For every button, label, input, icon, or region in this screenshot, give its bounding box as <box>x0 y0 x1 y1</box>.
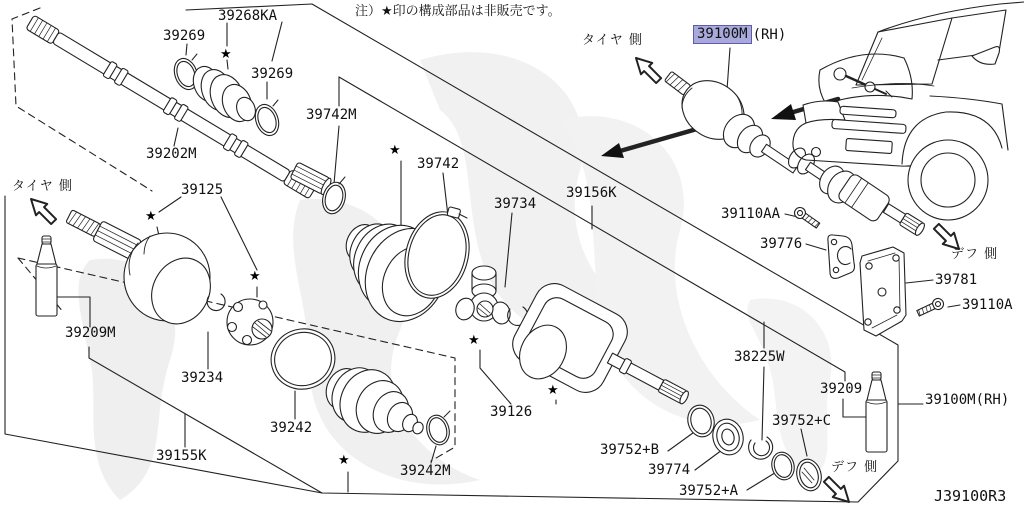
part-label-39781[interactable]: 39781 <box>935 272 978 288</box>
not-for-sale-note: 注）★印の構成部品は非販売です。 <box>355 4 561 19</box>
part-label-39242M[interactable]: 39242M <box>400 463 451 479</box>
part-label-39752+B[interactable]: 39752+B <box>600 442 660 458</box>
part-label-39155K[interactable]: 39155K <box>156 448 207 464</box>
selected-part-label-39100M[interactable] <box>693 25 786 44</box>
star-marker-icon: ★ <box>547 383 559 398</box>
part-label-39752+C[interactable]: 39752+C <box>772 413 832 429</box>
part-label-39774[interactable]: 39774 <box>648 462 691 478</box>
diagram-code: J39100R3 <box>934 487 1007 505</box>
part-label-39734[interactable]: 39734 <box>494 196 537 212</box>
part-number-highlight[interactable]: 39100M <box>693 25 752 44</box>
part-label-39100M(RH)[interactable]: 39100M(RH) <box>925 392 1010 408</box>
part-label-39742M[interactable]: 39742M <box>306 107 357 123</box>
part-label-39110AA[interactable]: 39110AA <box>721 206 781 222</box>
direction-label: デフ 側 <box>831 460 879 475</box>
direction-label: タイヤ 側 <box>12 179 73 194</box>
direction-label: タイヤ 側 <box>582 33 643 48</box>
part-number-suffix: (RH) <box>752 26 787 43</box>
part-label-39269[interactable]: 39269 <box>163 28 206 44</box>
part-label-39125[interactable]: 39125 <box>181 182 224 198</box>
part-label-39209M[interactable]: 39209M <box>65 325 116 341</box>
star-marker-icon: ★ <box>249 269 261 284</box>
part-label-39752+A[interactable]: 39752+A <box>679 483 739 499</box>
star-marker-icon: ★ <box>389 143 401 158</box>
part-label-39209[interactable]: 39209 <box>820 381 863 397</box>
part-label-39234[interactable]: 39234 <box>181 370 224 386</box>
part-label-39242[interactable]: 39242 <box>270 420 313 436</box>
part-label-39156K[interactable]: 39156K <box>566 185 617 201</box>
part-label-39126[interactable]: 39126 <box>490 404 533 420</box>
part-label-39742[interactable]: 39742 <box>417 156 460 172</box>
star-marker-icon: ★ <box>145 209 157 224</box>
part-label-39202M[interactable]: 39202M <box>146 146 197 162</box>
star-marker-icon: ★ <box>468 333 480 348</box>
direction-label: デフ 側 <box>951 247 999 262</box>
part-label-39269[interactable]: 39269 <box>251 66 294 82</box>
star-marker-icon: ★ <box>220 47 232 62</box>
part-label-38225W[interactable]: 38225W <box>734 349 785 365</box>
part-label-39776[interactable]: 39776 <box>760 236 803 252</box>
star-marker-icon: ★ <box>338 453 350 468</box>
part-label-39268KA[interactable]: 39268KA <box>218 8 278 24</box>
part-label-39110A[interactable]: 39110A <box>962 297 1013 313</box>
